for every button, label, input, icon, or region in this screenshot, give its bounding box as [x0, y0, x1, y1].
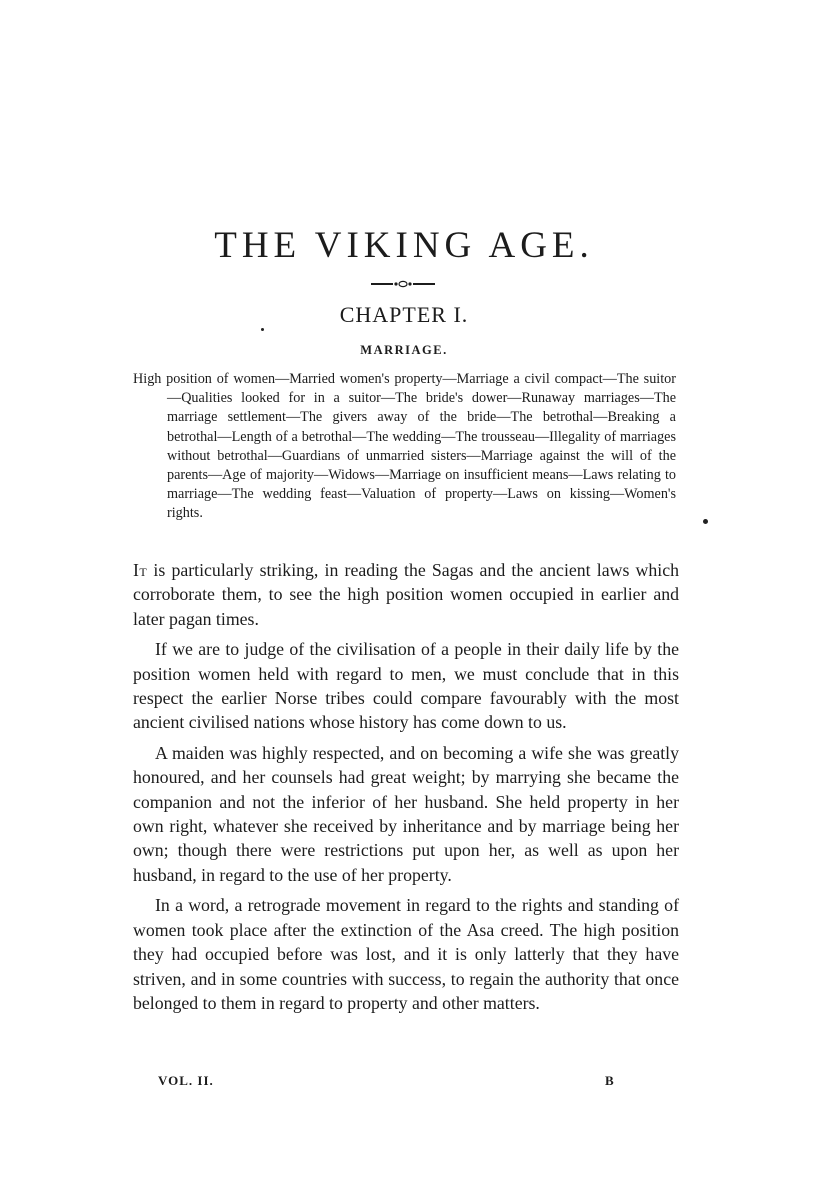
synopsis-text: High position of women—Married women's property—Marriage a civil compact—The suitor—Qualities looked for in a suitor—The bride's dower—Runaway marriages—The marriage settlement—The givers away of the bride—The betrothal—Breaking a betrothal—Length of a betrothal—The wedding—The trousseau—Illegality of marriages without betrothal—Guardians of unmarried sisters—Marriage against the will of the parents—Age of majority—Widows—Marriage on insufficient means—Laws relating to marriage—The wedding feast—Valuation of property—Laws on kissing—Women's rights. [133, 371, 676, 522]
paragraph-4: In a word, a retrograde movement in regard to the rights and standing of women took place after the extinction of the Asa creed. The high position they had occupied before was lost, and it is only latterly that they have striven, and in some countries with success, to regain the authority that once belonged to them in regard to property and other matters. [133, 895, 679, 1013]
ink-speck [261, 328, 264, 331]
signature-volume: VOL. II. [158, 1073, 214, 1088]
opening-word: It [133, 560, 148, 580]
title-ornament [371, 280, 435, 288]
paragraph-1 [133, 558, 679, 631]
book-title: THE VIKING AGE. [214, 225, 594, 266]
paragraph-3: A maiden was highly respected, and on becoming a wife she was greatly honoured, and her counsels had great weight; by marrying she became the companion and not the inferior of her husband. She held property in her own right, whatever she received by inheritance and by marriage being her own; though there were restrictions put upon her, as well as upon her husband, in regard to the use of her property. [133, 742, 679, 885]
paragraph-1-text: is particularly striking, in reading the Sagas and the ancient laws which corroborate them, to see the high position women occupied in earlier and later pagan times. [133, 560, 679, 629]
chapter-subtitle: MARRIAGE. [360, 343, 448, 357]
signature-mark: B [605, 1073, 614, 1088]
chapter-synopsis [133, 370, 676, 524]
paragraph-2: If we are to judge of the civilisation of a people in their daily life by the position women held with regard to men, we must conclude that in this respect the earlier Norse tribes could compare favourably with the most ancient civilised nations whose history has come down to us. [133, 639, 679, 733]
body-text [133, 558, 679, 1021]
ink-speck [703, 519, 708, 524]
chapter-heading: CHAPTER I. [339, 302, 469, 327]
